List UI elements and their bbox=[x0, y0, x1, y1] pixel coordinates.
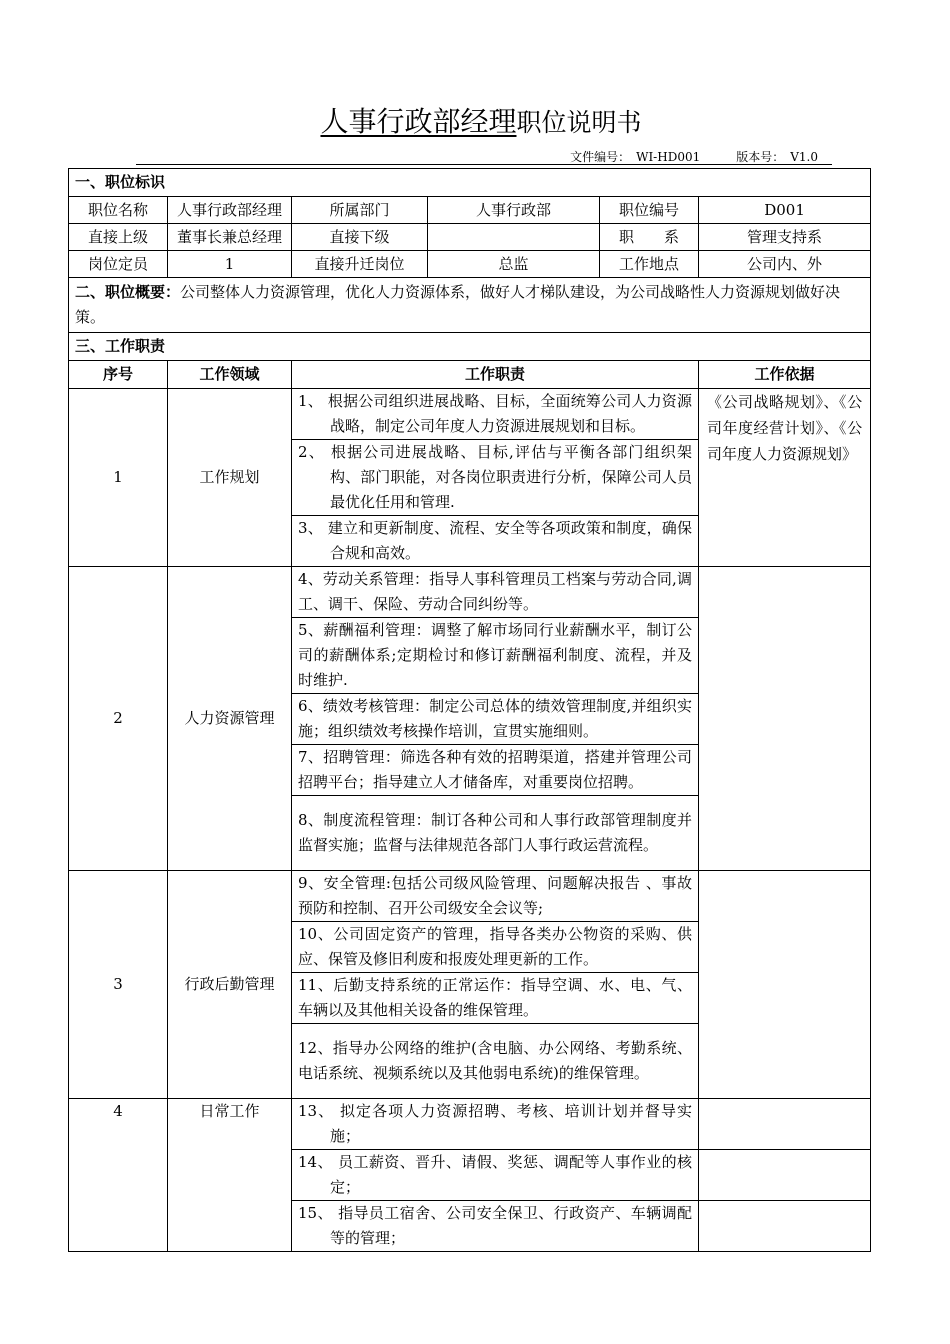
duty-item: 14、 员工薪资、晋升、请假、奖惩、调配等人事作业的核定； bbox=[292, 1150, 699, 1201]
group-basis bbox=[699, 871, 871, 1099]
file-number-label: 文件编号： bbox=[570, 150, 631, 164]
duty-item: 5、薪酬福利管理：调整了解市场同行业薪酬水平，制订公司的薪酬体系;定期检讨和修订薪酬福利制度、流程，并及时维护. bbox=[292, 618, 699, 694]
duty-item: 4、劳动关系管理：指导人事科管理员工档案与劳动合同,调工、调干、保险、劳动合同纠纷等。 bbox=[292, 567, 699, 618]
duty-item: 3、 建立和更新制度、流程、安全等各项政策和制度，确保合规和高效。 bbox=[292, 516, 699, 567]
value-department: 人事行政部 bbox=[428, 197, 600, 224]
duty-basis-empty bbox=[699, 1099, 871, 1150]
duty-item: 6、绩效考核管理：制定公司总体的绩效管理制度,并组织实施；组织绩效考核操作培训，宣贯实施细则。 bbox=[292, 694, 699, 745]
label-position-code: 职位编号 bbox=[600, 197, 699, 224]
column-header-area: 工作领域 bbox=[168, 361, 292, 389]
duty-basis-empty bbox=[699, 1150, 871, 1201]
duty-item: 1、 根据公司组织进展战略、目标，全面统筹公司人力资源战略，制定公司年度人力资源进展规划和目标。 bbox=[292, 389, 699, 440]
duty-item: 10、公司固定资产的管理，指导各类办公物资的采购、供应、保管及修旧利废和报废处理更新的工作。 bbox=[292, 922, 699, 973]
duty-item: 2、 根据公司进展战略、目标,评估与平衡各部门组织架构、部门职能，对各岗位职责进行分析，保障公司人员最优化任用和管理. bbox=[292, 440, 699, 516]
value-promotion-path: 总监 bbox=[428, 251, 600, 278]
label-work-location: 工作地点 bbox=[600, 251, 699, 278]
duty-item: 11、后勤支持系统的正常运作：指导空调、水、电、气、车辆以及其他相关设备的维保管理。 bbox=[292, 973, 699, 1024]
value-position-code: D001 bbox=[699, 197, 871, 224]
duty-item: 15、 指导员工宿舍、公司安全保卫、行政资产、车辆调配等的管理； bbox=[292, 1201, 699, 1252]
value-headcount: 1 bbox=[168, 251, 292, 278]
duty-item: 9、安全管理:包括公司级风险管理、问题解决报告 、事故预防和控制、召开公司级安全会议等; bbox=[292, 871, 699, 922]
duty-item: 7、招聘管理：筛选各种有效的招聘渠道，搭建并管理公司招聘平台；指导建立人才储备库，对重要岗位招聘。 bbox=[292, 745, 699, 796]
column-header-basis: 工作依据 bbox=[699, 361, 871, 389]
group-area: 日常工作 bbox=[168, 1099, 292, 1252]
section-heading-duties: 三、工作职责 bbox=[69, 333, 871, 361]
label-position-name: 职位名称 bbox=[69, 197, 168, 224]
group-area: 工作规划 bbox=[168, 389, 292, 567]
duty-item: 12、指导办公网络的维护(含电脑、办公网络、考勤系统、电话系统、视频系统以及其他弱电系统)的维保管理。 bbox=[292, 1024, 699, 1099]
summary-text: 公司整体人力资源管理，优化人力资源体系，做好人才梯队建设，为公司战略性人力资源规划做好决策。 bbox=[75, 283, 841, 326]
version-number: V1.0 bbox=[790, 150, 818, 164]
group-area: 人力资源管理 bbox=[168, 567, 292, 871]
label-department: 所属部门 bbox=[292, 197, 428, 224]
value-direct-subordinate bbox=[428, 224, 600, 251]
title-position-name: 人事行政部经理 bbox=[320, 105, 517, 138]
section-heading-identity: 一、职位标识 bbox=[69, 169, 871, 197]
column-header-duties: 工作职责 bbox=[292, 361, 699, 389]
file-number: WI-HD001 bbox=[636, 150, 701, 164]
duty-item: 8、制度流程管理：制订各种公司和人事行政部管理制度并监督实施；监督与法律规范各部门人事行政运营流程。 bbox=[292, 796, 699, 871]
duty-basis-empty bbox=[699, 1201, 871, 1252]
value-job-family: 管理支持系 bbox=[699, 224, 871, 251]
label-promotion-path: 直接升迁岗位 bbox=[292, 251, 428, 278]
group-basis bbox=[699, 567, 871, 871]
group-number: 4 bbox=[69, 1099, 168, 1252]
group-basis: 《公司战略规划》、《公司年度经营计划》、《公司年度人力资源规划》 bbox=[699, 389, 871, 567]
group-area: 行政后勤管理 bbox=[168, 871, 292, 1099]
section-heading-summary: 二、职位概要： bbox=[75, 283, 181, 301]
job-description-table bbox=[68, 168, 871, 1252]
value-work-location: 公司内、外 bbox=[699, 251, 871, 278]
label-headcount: 岗位定员 bbox=[69, 251, 168, 278]
version-label: 版本号： bbox=[736, 150, 785, 164]
title-suffix: 职位说明书 bbox=[516, 108, 642, 137]
label-direct-superior: 直接上级 bbox=[69, 224, 168, 251]
group-number: 1 bbox=[69, 389, 168, 567]
duty-item: 13、 拟定各项人力资源招聘、考核、培训计划并督导实施； bbox=[292, 1099, 699, 1150]
value-position-name: 人事行政部经理 bbox=[168, 197, 292, 224]
column-header-no: 序号 bbox=[69, 361, 168, 389]
label-direct-subordinate: 直接下级 bbox=[292, 224, 428, 251]
document-title bbox=[0, 100, 950, 140]
document-meta bbox=[136, 148, 832, 165]
value-direct-superior: 董事长兼总经理 bbox=[168, 224, 292, 251]
label-job-family: 职 系 bbox=[600, 224, 699, 251]
group-number: 2 bbox=[69, 567, 168, 871]
job-summary bbox=[69, 278, 871, 333]
group-number: 3 bbox=[69, 871, 168, 1099]
